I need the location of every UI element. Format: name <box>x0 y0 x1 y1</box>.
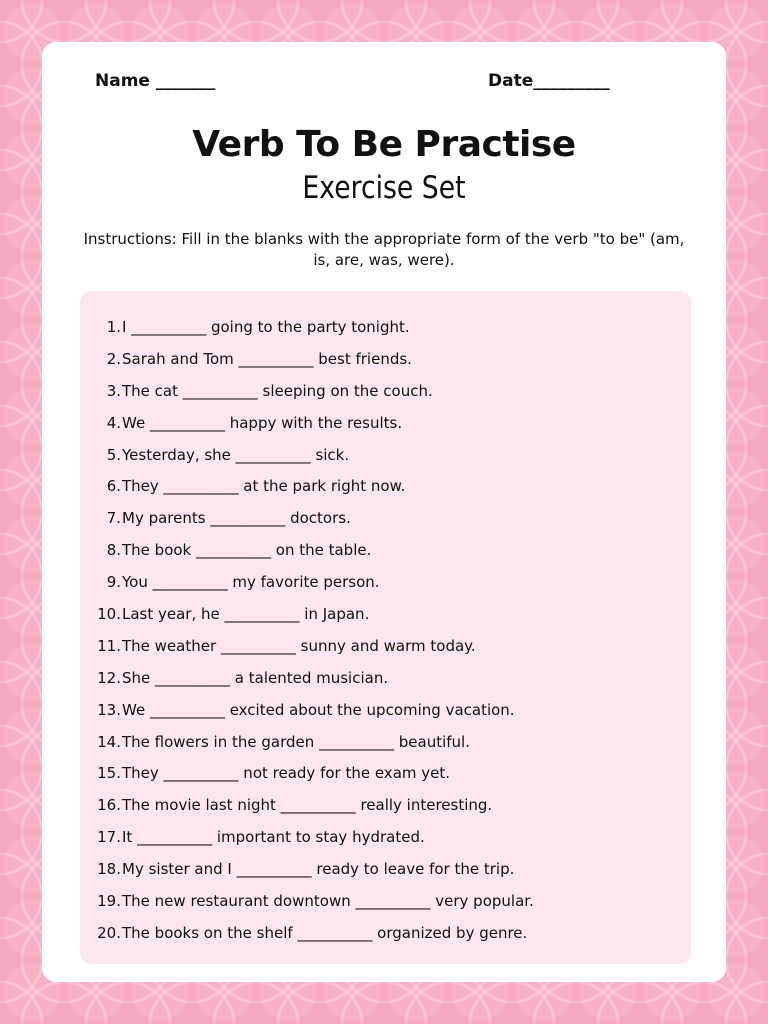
exercise-number: 2. <box>106 349 121 368</box>
exercise-text: We __________ excited about the upcoming vacation. <box>122 700 515 719</box>
exercise-text: They __________ not ready for the exam yet. <box>122 764 451 783</box>
exercise-number: 14. <box>97 732 121 751</box>
exercise-text: My parents __________ doctors. <box>122 509 351 528</box>
exercise-number: 4. <box>106 413 121 432</box>
exercise-item <box>80 821 534 853</box>
exercise-text: The weather __________ sunny and warm today. <box>122 636 476 655</box>
exercise-number: 10. <box>97 604 121 623</box>
exercise-item <box>80 566 534 598</box>
exercise-item <box>80 917 534 949</box>
exercise-text: My sister and I __________ ready to leave for the trip. <box>122 860 515 879</box>
exercise-number: 13. <box>97 700 121 719</box>
exercise-number: 18. <box>97 860 121 879</box>
exercise-item <box>80 853 534 885</box>
exercise-text: Yesterday, she __________ sick. <box>122 445 350 464</box>
exercise-item <box>80 375 534 407</box>
exercise-list <box>80 311 534 949</box>
exercise-item <box>80 502 534 534</box>
exercise-text: The book __________ on the table. <box>122 541 372 560</box>
exercise-text: The books on the shelf __________ organized by genre. <box>122 923 528 942</box>
instructions-text: Instructions: Fill in the blanks with the appropriate form of the verb "to be" (am, is, are, was, were). <box>83 230 685 269</box>
exercise-item <box>80 789 534 821</box>
exercise-item <box>80 757 534 789</box>
name-field-label: Name _______ <box>95 71 216 91</box>
page-title: Verb To Be Practise <box>192 124 576 165</box>
page-subtitle: Exercise Set <box>302 170 466 206</box>
exercise-text: You __________ my favorite person. <box>122 573 380 592</box>
exercise-number: 20. <box>97 923 121 942</box>
exercise-item <box>80 407 534 439</box>
exercise-number: 19. <box>97 891 121 910</box>
exercise-text: They __________ at the park right now. <box>122 477 406 496</box>
exercise-number: 12. <box>97 668 121 687</box>
exercise-item <box>80 343 534 375</box>
exercise-number: 9. <box>106 573 121 592</box>
exercise-text: Last year, he __________ in Japan. <box>122 604 370 623</box>
exercise-text: The flowers in the garden __________ beautiful. <box>122 732 470 751</box>
exercise-text: It __________ important to stay hydrated. <box>122 828 425 847</box>
exercise-item <box>80 439 534 471</box>
exercise-box <box>80 291 691 964</box>
exercise-item <box>80 694 534 726</box>
exercise-number: 1. <box>106 317 121 336</box>
exercise-item <box>80 662 534 694</box>
exercise-text: She __________ a talented musician. <box>122 668 389 687</box>
exercise-item <box>80 885 534 917</box>
exercise-item <box>80 470 534 502</box>
exercise-number: 17. <box>97 828 121 847</box>
exercise-item <box>80 311 534 343</box>
exercise-number: 16. <box>97 796 121 815</box>
exercise-number: 11. <box>97 636 121 655</box>
exercise-number: 15. <box>97 764 121 783</box>
exercise-text: I __________ going to the party tonight. <box>122 317 410 336</box>
exercise-text: The cat __________ sleeping on the couch. <box>122 381 433 400</box>
date-field-label: Date_________ <box>488 71 610 91</box>
exercise-number: 8. <box>106 541 121 560</box>
exercise-text: We __________ happy with the results. <box>122 413 403 432</box>
exercise-number: 7. <box>106 509 121 528</box>
exercise-text: The movie last night __________ really interesting. <box>122 796 493 815</box>
worksheet-card <box>42 42 726 982</box>
exercise-text: Sarah and Tom __________ best friends. <box>122 349 412 368</box>
exercise-text: The new restaurant downtown __________ very popular. <box>122 891 534 910</box>
exercise-item <box>80 598 534 630</box>
exercise-item <box>80 630 534 662</box>
exercise-number: 3. <box>106 381 121 400</box>
exercise-number: 5. <box>106 445 121 464</box>
exercise-item <box>80 534 534 566</box>
exercise-number: 6. <box>106 477 121 496</box>
exercise-item <box>80 726 534 758</box>
